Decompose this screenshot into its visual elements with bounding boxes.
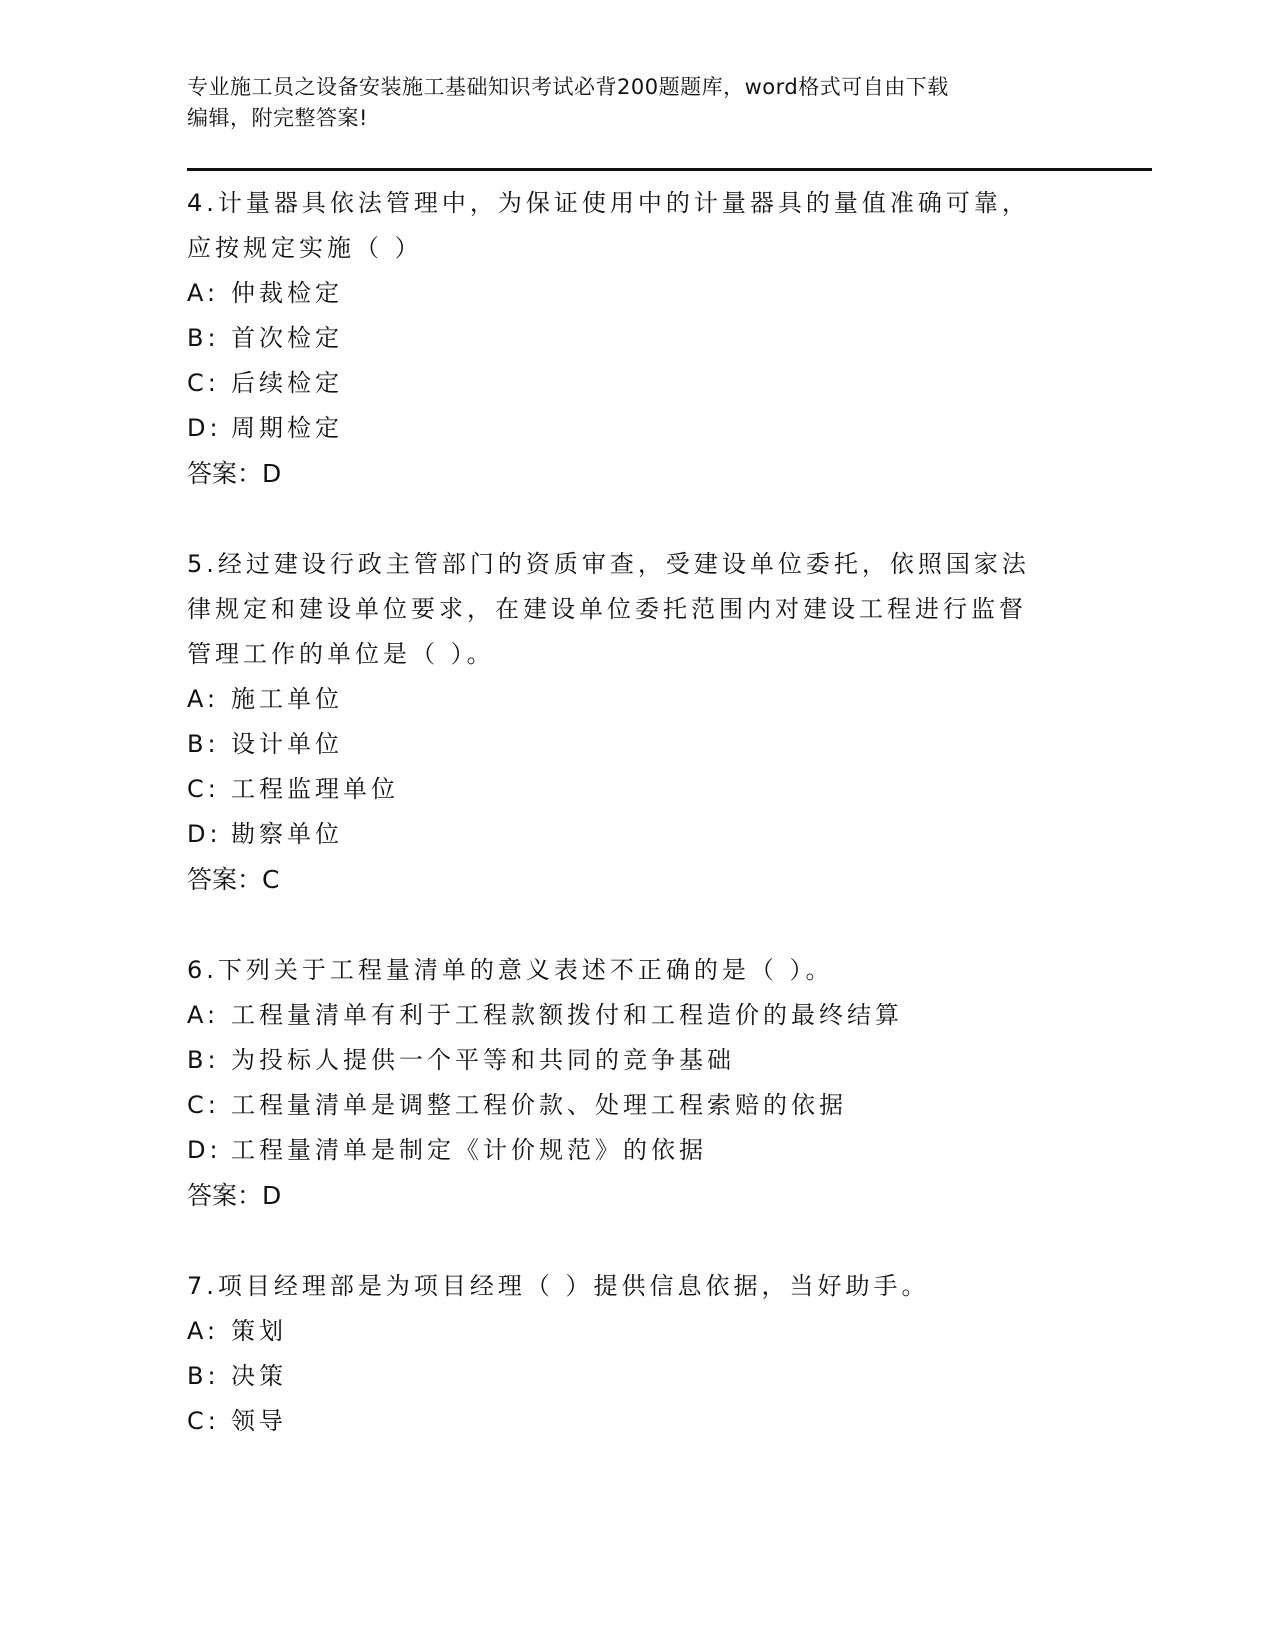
question-5 (187, 542, 1152, 902)
answer: 答案：C (187, 865, 280, 894)
option-a: A: 策划 (187, 1317, 287, 1345)
option-c: C: 工程监理单位 (187, 775, 399, 803)
option-a: A: 施工单位 (187, 685, 343, 713)
option-c: C: 后续检定 (187, 369, 343, 397)
option-c: C: 工程量清单是调整工程价款、处理工程索赔的依据 (187, 1091, 847, 1119)
question-text: 4.计量器具依法管理中，为保证使用中的计量器具的量值准确可靠， 应按规定实施（ ） (187, 189, 1030, 262)
option-c: C: 领导 (187, 1407, 287, 1435)
option-a: A: 仲裁检定 (187, 279, 343, 307)
option-b: B: 为投标人提供一个平等和共同的竞争基础 (187, 1046, 735, 1074)
question-text: 5.经过建设行政主管部门的资质审查，受建设单位委托，依照国家法 律规定和建设单位要求，在建设单位委托范围内对建设工程进行监督 管理工作的单位是（ ）。 (187, 550, 1030, 668)
question-7 (187, 1264, 1152, 1444)
option-d: D: 周期检定 (187, 414, 343, 442)
answer: 答案：D (187, 1181, 282, 1210)
document-header (187, 72, 1067, 134)
header-line-2: 编辑，附完整答案! (187, 106, 368, 130)
option-a: A: 工程量清单有利于工程款额拨付和工程造价的最终结算 (187, 1001, 903, 1029)
question-4 (187, 181, 1152, 496)
option-b: B: 首次检定 (187, 324, 343, 352)
header-line-1: 专业施工员之设备安装施工基础知识考试必背200题题库，word格式可自由下载 (187, 75, 949, 99)
document-page (187, 72, 1152, 1444)
question-6 (187, 948, 1152, 1218)
option-d: D: 工程量清单是制定《计价规范》的依据 (187, 1136, 707, 1164)
question-text: 6.下列关于工程量清单的意义表述不正确的是（ ）。 (187, 956, 834, 984)
question-text: 7.项目经理部是为项目经理（ ）提供信息依据，当好助手。 (187, 1272, 930, 1300)
option-d: D: 勘察单位 (187, 820, 343, 848)
option-b: B: 决策 (187, 1362, 287, 1390)
answer: 答案：D (187, 459, 282, 488)
option-b: B: 设计单位 (187, 730, 343, 758)
